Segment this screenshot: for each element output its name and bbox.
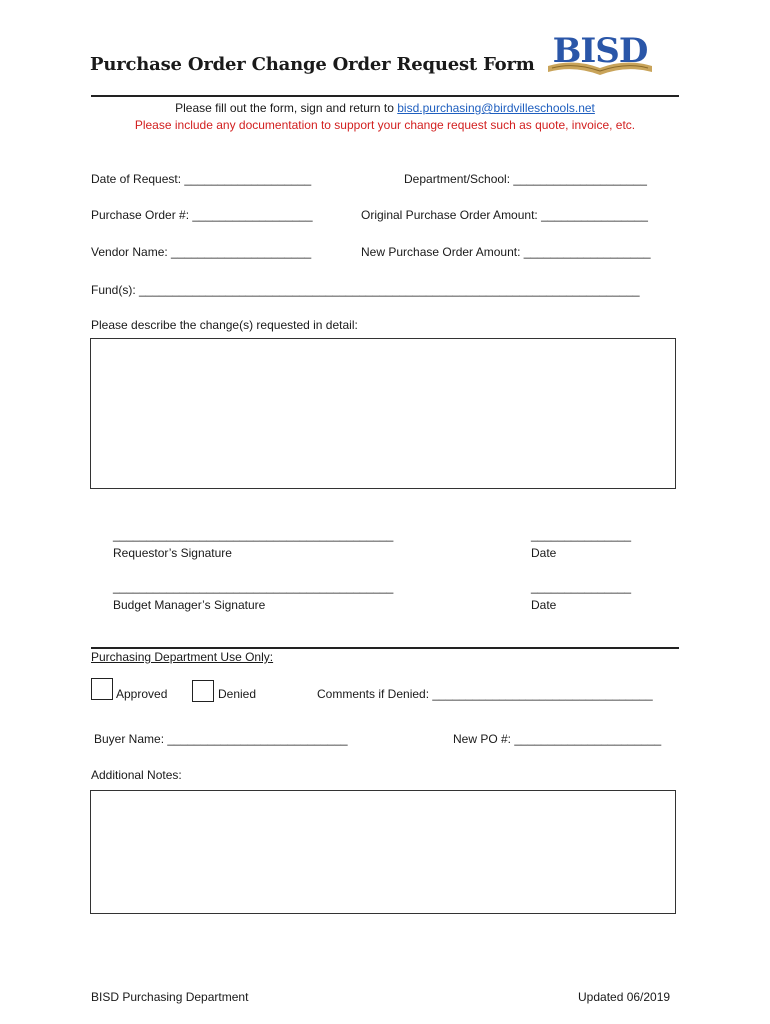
purchase-order-number-field[interactable]: Purchase Order #: __________________ [91,208,313,222]
footer-updated: Updated 06/2019 [578,990,671,1004]
purchasing-section-label: Purchasing Department Use Only: [91,650,274,664]
new-po-amount-field[interactable]: New Purchase Order Amount: ___________________ [361,245,651,259]
budget-manager-signature-line[interactable]: __________________________________________ [113,580,394,594]
denied-checkbox[interactable] [192,680,214,702]
department-school-field[interactable]: Department/School: ____________________ [404,172,647,186]
header-divider [91,95,679,97]
instructions-line [91,101,679,115]
instructions-text: Please fill out the form, sign and return to [175,101,398,115]
funds-field[interactable]: Fund(s): ___________________________________________________________________________ [91,283,640,297]
description-label: Please describe the change(s) requested in detail: [91,318,358,332]
svg-text:BISD: BISD [552,31,648,71]
approved-label: Approved [116,687,168,701]
footer-department: BISD Purchasing Department [91,990,249,1004]
denied-label: Denied [218,687,257,701]
page-title: Purchase Order Change Order Request Form [90,54,535,75]
documentation-note: Please include any documentation to support your change request such as quote, invoice, etc. [134,118,636,132]
buyer-name-field[interactable]: Buyer Name: ___________________________ [94,732,348,746]
new-po-number-field[interactable]: New PO #: ______________________ [453,732,662,746]
approved-checkbox[interactable] [91,678,113,700]
budget-manager-signature-label: Budget Manager’s Signature [113,598,266,612]
email-link[interactable]: bisd.purchasing@birdvilleschools.net [397,101,595,115]
comments-if-denied-field[interactable]: Comments if Denied: _________________________________ [317,687,653,701]
bisd-logo [544,28,656,80]
purchasing-divider [91,647,679,649]
vendor-name-field[interactable]: Vendor Name: _____________________ [91,245,312,259]
requestor-signature-label: Requestor’s Signature [113,546,232,560]
description-textarea[interactable] [90,338,676,489]
budget-manager-date-line[interactable]: _______________ [531,580,632,594]
requestor-signature-line[interactable]: __________________________________________ [113,528,394,542]
budget-manager-date-label: Date [531,598,557,612]
additional-notes-label: Additional Notes: [91,768,182,782]
requestor-date-label: Date [531,546,557,560]
requestor-date-line[interactable]: _______________ [531,528,632,542]
additional-notes-textarea[interactable] [90,790,676,914]
date-of-request-field[interactable]: Date of Request: ___________________ [91,172,312,186]
original-po-amount-field[interactable]: Original Purchase Order Amount: ________________ [361,208,648,222]
